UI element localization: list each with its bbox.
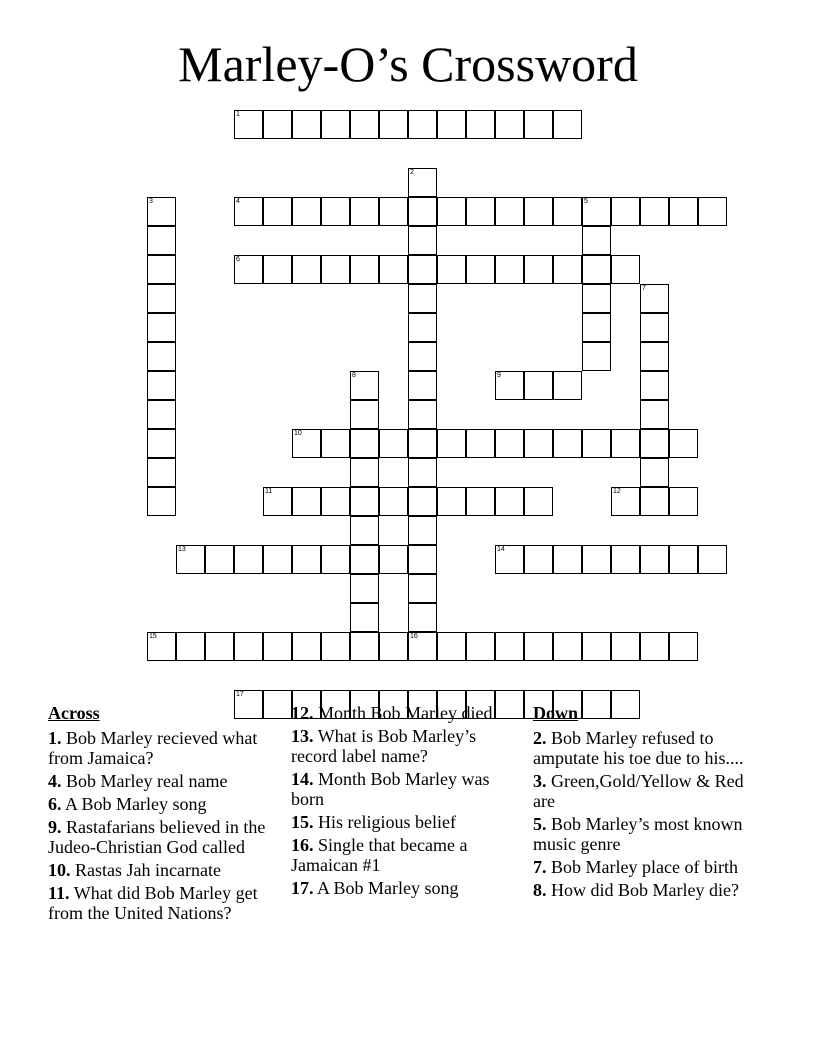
clue-text: Bob Marley’s most known music genre (533, 814, 743, 854)
grid-cell[interactable] (379, 197, 408, 226)
clue-number: 11 (265, 488, 273, 495)
clue-number: 16. (291, 835, 314, 855)
clue-number: 7 (642, 285, 646, 292)
across-clue (48, 883, 278, 923)
grid-cell[interactable] (495, 371, 524, 400)
grid-cell[interactable] (553, 632, 582, 661)
grid-cell[interactable] (640, 545, 669, 574)
grid-cell[interactable] (611, 255, 640, 284)
grid-cell[interactable] (379, 545, 408, 574)
clue-number: 15. (291, 812, 314, 832)
across-clue (291, 835, 516, 875)
clue-number: 5 (584, 198, 588, 205)
grid-cell[interactable] (495, 545, 524, 574)
grid-cell[interactable] (524, 255, 553, 284)
grid-cell[interactable] (408, 458, 437, 487)
grid-cell[interactable] (147, 632, 176, 661)
grid-cell[interactable] (292, 429, 321, 458)
down-clue (533, 771, 758, 811)
grid-cell[interactable] (205, 545, 234, 574)
clue-text: Month Bob Marley was born (291, 769, 490, 809)
grid-cell[interactable] (611, 429, 640, 458)
grid-cell[interactable] (524, 110, 553, 139)
grid-cell[interactable] (582, 545, 611, 574)
grid-cell[interactable] (408, 487, 437, 516)
grid-cell[interactable] (495, 429, 524, 458)
grid-cell[interactable] (176, 632, 205, 661)
grid-cell[interactable] (234, 110, 263, 139)
grid-cell[interactable] (669, 197, 698, 226)
grid-cell[interactable] (640, 284, 669, 313)
grid-cell[interactable] (466, 632, 495, 661)
grid-cell[interactable] (408, 197, 437, 226)
grid-cell[interactable] (640, 458, 669, 487)
grid-cell[interactable] (640, 487, 669, 516)
clue-number: 9. (48, 817, 62, 837)
clue-text: Bob Marley real name (66, 771, 228, 791)
grid-cell[interactable] (321, 632, 350, 661)
clue-number: 2 (410, 169, 414, 176)
grid-cell[interactable] (466, 487, 495, 516)
grid-cell[interactable] (466, 429, 495, 458)
grid-cell[interactable] (437, 110, 466, 139)
grid-cell[interactable] (147, 400, 176, 429)
grid-cell[interactable] (669, 545, 698, 574)
clues-column-1 (48, 703, 278, 926)
clue-number: 14. (291, 769, 314, 789)
grid-cell[interactable] (147, 429, 176, 458)
clue-text: How did Bob Marley die? (551, 880, 739, 900)
clues-column-2 (291, 703, 516, 901)
grid-cell[interactable] (350, 545, 379, 574)
grid-cell[interactable] (524, 371, 553, 400)
grid-cell[interactable] (292, 110, 321, 139)
grid-cell[interactable] (263, 632, 292, 661)
grid-cell[interactable] (408, 255, 437, 284)
grid-cell[interactable] (582, 284, 611, 313)
grid-cell[interactable] (495, 632, 524, 661)
grid-cell[interactable] (466, 197, 495, 226)
across-clue (291, 769, 516, 809)
clue-number: 3 (149, 198, 153, 205)
grid-cell[interactable] (408, 168, 437, 197)
clue-number: 1. (48, 728, 62, 748)
clues-column-3 (533, 703, 758, 903)
across-clue (48, 817, 278, 857)
clue-text: His religious belief (318, 812, 456, 832)
grid-cell[interactable] (524, 632, 553, 661)
across-clue (48, 728, 278, 768)
clue-number: 13. (291, 726, 314, 746)
grid-cell[interactable] (408, 400, 437, 429)
grid-cell[interactable] (350, 400, 379, 429)
grid-cell[interactable] (321, 110, 350, 139)
grid-cell[interactable] (495, 487, 524, 516)
grid-cell[interactable] (408, 632, 437, 661)
down-clue (533, 857, 758, 877)
grid-cell[interactable] (379, 429, 408, 458)
grid-cell[interactable] (582, 342, 611, 371)
grid-cell[interactable] (350, 429, 379, 458)
clue-number: 6. (48, 794, 62, 814)
grid-cell[interactable] (205, 632, 234, 661)
grid-cell[interactable] (292, 545, 321, 574)
clue-number: 16 (410, 633, 418, 640)
grid-cell[interactable] (640, 342, 669, 371)
across-clue (291, 812, 516, 832)
grid-cell[interactable] (524, 545, 553, 574)
grid-cell[interactable] (147, 313, 176, 342)
grid-cell[interactable] (408, 545, 437, 574)
grid-cell[interactable] (263, 255, 292, 284)
clue-number: 14 (497, 546, 505, 553)
grid-cell[interactable] (524, 429, 553, 458)
grid-cell[interactable] (147, 255, 176, 284)
grid-cell[interactable] (147, 371, 176, 400)
grid-cell[interactable] (553, 371, 582, 400)
grid-cell[interactable] (640, 429, 669, 458)
grid-cell[interactable] (408, 284, 437, 313)
clue-number: 17. (291, 878, 314, 898)
clue-number: 11. (48, 883, 70, 903)
grid-cell[interactable] (234, 545, 263, 574)
grid-cell[interactable] (292, 197, 321, 226)
grid-cell[interactable] (147, 487, 176, 516)
grid-cell[interactable] (408, 603, 437, 632)
grid-cell[interactable] (408, 110, 437, 139)
grid-cell[interactable] (350, 632, 379, 661)
grid-cell[interactable] (495, 110, 524, 139)
grid-cell[interactable] (234, 632, 263, 661)
grid-cell[interactable] (350, 516, 379, 545)
grid-cell[interactable] (669, 487, 698, 516)
grid-cell[interactable] (321, 197, 350, 226)
grid-cell[interactable] (176, 545, 205, 574)
clue-number: 13 (178, 546, 186, 553)
page-title: Marley-O’s Crossword (178, 36, 638, 92)
clue-number: 5. (533, 814, 547, 834)
clue-number: 9 (497, 372, 501, 379)
grid-cell[interactable] (611, 545, 640, 574)
clue-number: 4. (48, 771, 62, 791)
clue-text: Month Bob Marley died (318, 703, 493, 723)
clue-text: Green,Gold/Yellow & Red are (533, 771, 744, 811)
grid-cell[interactable] (466, 110, 495, 139)
grid-cell[interactable] (350, 487, 379, 516)
grid-cell[interactable] (437, 632, 466, 661)
across-clue (291, 726, 516, 766)
clue-number: 2. (533, 728, 547, 748)
clue-text: Bob Marley place of birth (551, 857, 738, 877)
grid-cell[interactable] (379, 632, 408, 661)
grid-cell[interactable] (611, 197, 640, 226)
grid-cell[interactable] (147, 284, 176, 313)
grid-cell[interactable] (350, 110, 379, 139)
down-clue (533, 728, 758, 768)
grid-cell[interactable] (582, 197, 611, 226)
down-clue (533, 814, 758, 854)
grid-cell[interactable] (350, 371, 379, 400)
grid-cell[interactable] (582, 226, 611, 255)
grid-cell[interactable] (379, 110, 408, 139)
grid-cell[interactable] (640, 632, 669, 661)
clue-number: 12 (613, 488, 621, 495)
down-clue (533, 880, 758, 900)
grid-cell[interactable] (495, 255, 524, 284)
grid-cell[interactable] (408, 516, 437, 545)
clue-number: 15 (149, 633, 157, 640)
clue-text: Bob Marley refused to amputate his toe due to his.... (533, 728, 744, 768)
grid-cell[interactable] (379, 487, 408, 516)
grid-cell[interactable] (669, 429, 698, 458)
grid-cell[interactable] (495, 197, 524, 226)
grid-cell[interactable] (582, 632, 611, 661)
grid-cell[interactable] (263, 110, 292, 139)
grid-cell[interactable] (321, 429, 350, 458)
grid-cell[interactable] (437, 487, 466, 516)
clue-text: Rastas Jah incarnate (75, 860, 221, 880)
grid-cell[interactable] (350, 574, 379, 603)
grid-cell[interactable] (234, 197, 263, 226)
across-clue (48, 771, 278, 791)
grid-cell[interactable] (437, 429, 466, 458)
clue-number: 8 (352, 372, 356, 379)
clue-text: Rastafarians believed in the Judeo-Christian God called (48, 817, 266, 857)
grid-cell[interactable] (553, 197, 582, 226)
grid-cell[interactable] (321, 255, 350, 284)
clue-number: 10 (294, 430, 302, 437)
clue-text: What is Bob Marley’s record label name? (291, 726, 477, 766)
grid-cell[interactable] (640, 197, 669, 226)
grid-cell[interactable] (408, 371, 437, 400)
grid-cell[interactable] (350, 197, 379, 226)
grid-cell[interactable] (640, 371, 669, 400)
clue-number: 4 (236, 198, 240, 205)
grid-cell[interactable] (408, 342, 437, 371)
grid-cell[interactable] (611, 632, 640, 661)
clue-text: A Bob Marley song (65, 794, 207, 814)
grid-cell[interactable] (263, 197, 292, 226)
grid-cell[interactable] (321, 487, 350, 516)
grid-cell[interactable] (263, 545, 292, 574)
grid-cell[interactable] (640, 400, 669, 429)
across-clue (291, 878, 516, 898)
clue-number: 6 (236, 256, 240, 263)
across-clue (48, 794, 278, 814)
grid-cell[interactable] (350, 603, 379, 632)
grid-cell[interactable] (379, 255, 408, 284)
grid-cell[interactable] (147, 226, 176, 255)
grid-cell[interactable] (350, 255, 379, 284)
grid-cell[interactable] (437, 197, 466, 226)
grid-cell[interactable] (553, 429, 582, 458)
grid-cell[interactable] (553, 110, 582, 139)
grid-cell[interactable] (147, 197, 176, 226)
grid-cell[interactable] (350, 458, 379, 487)
grid-cell[interactable] (408, 574, 437, 603)
clue-text: Single that became a Jamaican #1 (291, 835, 468, 875)
grid-cell[interactable] (408, 429, 437, 458)
grid-cell[interactable] (553, 255, 582, 284)
across-clue (291, 703, 516, 723)
grid-cell[interactable] (611, 487, 640, 516)
grid-cell[interactable] (437, 255, 466, 284)
grid-cell[interactable] (669, 632, 698, 661)
clue-text: Bob Marley recieved what from Jamaica? (48, 728, 258, 768)
clue-number: 3. (533, 771, 547, 791)
across-clue (48, 860, 278, 880)
grid-cell[interactable] (263, 487, 292, 516)
grid-cell[interactable] (292, 255, 321, 284)
grid-cell[interactable] (640, 313, 669, 342)
grid-cell[interactable] (147, 458, 176, 487)
clue-number: 12. (291, 703, 314, 723)
grid-cell[interactable] (147, 342, 176, 371)
grid-cell[interactable] (524, 487, 553, 516)
grid-cell[interactable] (553, 545, 582, 574)
grid-cell[interactable] (582, 255, 611, 284)
grid-cell[interactable] (234, 255, 263, 284)
grid-cell[interactable] (292, 487, 321, 516)
clue-text: What did Bob Marley get from the United Nations? (48, 883, 258, 923)
grid-cell[interactable] (582, 313, 611, 342)
grid-cell[interactable] (698, 545, 727, 574)
clue-number: 17 (236, 691, 244, 698)
grid-cell[interactable] (698, 197, 727, 226)
grid-cell[interactable] (466, 255, 495, 284)
down-heading: Down (533, 703, 579, 723)
grid-cell[interactable] (582, 429, 611, 458)
grid-cell[interactable] (524, 197, 553, 226)
grid-cell[interactable] (292, 632, 321, 661)
clue-text: A Bob Marley song (317, 878, 459, 898)
clue-number: 7. (533, 857, 547, 877)
grid-cell[interactable] (321, 545, 350, 574)
grid-cell[interactable] (408, 313, 437, 342)
clue-number: 10. (48, 860, 71, 880)
clue-number: 8. (533, 880, 547, 900)
grid-cell[interactable] (408, 226, 437, 255)
across-heading: Across (48, 703, 100, 723)
clue-number: 1 (236, 111, 240, 118)
